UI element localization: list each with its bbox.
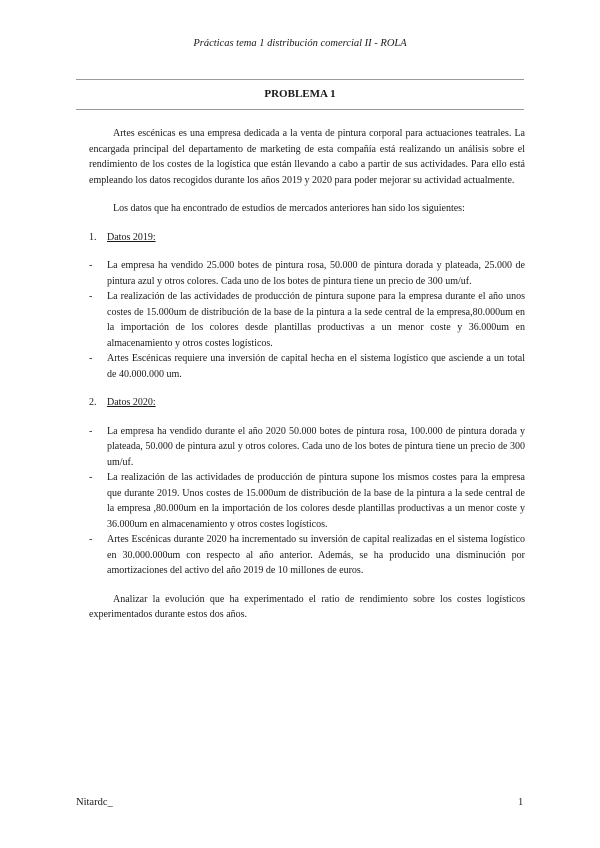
dash-marker: - <box>89 260 93 271</box>
section-label: Datos 2020: <box>107 397 156 408</box>
list-item-text: La empresa ha vendido 25.000 botes de pintura rosa, 50.000 de pintura dorada y plateada, 25.000 de pintura azul y otros colores. Cada uno de los botes de pintura tiene un precio de 300 um/uf. <box>107 260 525 287</box>
section-heading-2019 <box>89 230 525 246</box>
dash-marker: - <box>89 472 93 483</box>
footer-author: Nitardc_ <box>76 797 113 808</box>
list-item <box>89 424 525 471</box>
list-item-text: Artes Escénicas requiere una inversión de capital hecha en el sistema logístico que asciende a un total de 40.000.000 um. <box>107 353 525 380</box>
list-item <box>89 289 525 351</box>
list-item-text: La empresa ha vendido durante el año 2020 50.000 botes de pintura rosa, 100.000 de pintura dorada y plateada, 50.000 de pintura azul y otros colores. Cada uno de los botes de pintura tiene un precio de 300 um/uf. <box>107 425 525 468</box>
title-top-rule <box>76 79 524 80</box>
section-heading-2020 <box>89 395 525 411</box>
section-number: 2. <box>89 397 97 408</box>
section-number: 1. <box>89 231 97 243</box>
list-item-text: La realización de las actividades de producción de pintura supone para la empresa durante el año unos costes de 15.000um de distribución de la base de la pintura a la sede central de la empresa,80.000um en la importación de los colores desde plantillas productivas a un menor coste y 36.000um en almacenamiento y otros costes logísticos. <box>107 291 525 349</box>
dash-marker: - <box>89 425 93 437</box>
list-item <box>89 258 525 289</box>
page-header: Prácticas tema 1 distribución comercial II - ROLA <box>193 38 407 49</box>
document-body <box>89 126 525 623</box>
footer-page-number: 1 <box>518 797 524 808</box>
dash-marker: - <box>89 291 93 302</box>
list-item-text: Artes Escénicas durante 2020 ha incrementado su inversión de capital realizadas en el sistema logístico en 30.000.000um con respecto al año anterior. Además, se ha producido una disminución por amortizaciones del activo del año 2019 de 10 millones de euros. <box>107 534 525 576</box>
problem-title: PROBLEMA 1 <box>264 88 336 100</box>
dash-marker: - <box>89 534 93 545</box>
list-item <box>89 470 525 532</box>
section-label: Datos 2019: <box>107 231 156 243</box>
title-bottom-rule <box>76 109 524 110</box>
dash-marker: - <box>89 353 93 364</box>
list-item <box>89 532 525 579</box>
intro-data-paragraph: Los datos que ha encontrado de estudios de mercados anteriores han sido los siguientes: <box>113 203 465 214</box>
bullet-list-2019 <box>89 258 525 382</box>
list-item <box>89 351 525 382</box>
bullet-list-2020 <box>89 424 525 579</box>
conclusion-paragraph: Analizar la evolución que ha experimentado el ratio de rendimiento sobre los costes logísticos experimentados durante estos dos años. <box>89 593 525 620</box>
intro-paragraph: Artes escénicas es una empresa dedicada a la venta de pintura corporal para actuaciones teatrales. La encargada principal del departamento de marketing de esta compañía está realizando un análisis sobre el rendimiento de los costes de la logística que están llevando a cabo a partir de sus actividades. Para ello está empleando los datos recogidos durante los años 2019 y 2020 para poder mejorar su actividad actualmente. <box>89 128 525 186</box>
list-item-text: La realización de las actividades de producción de pintura supone los mismos costes para la empresa que durante 2019. Unos costes de 15.000um de distribución de la base de la pintura a la sede central de la empresa ,80.000um en la importación de los colores desde plantillas productivas a un menor coste y 36.000um en almacenamiento y otros costes logísticos. <box>107 472 525 530</box>
